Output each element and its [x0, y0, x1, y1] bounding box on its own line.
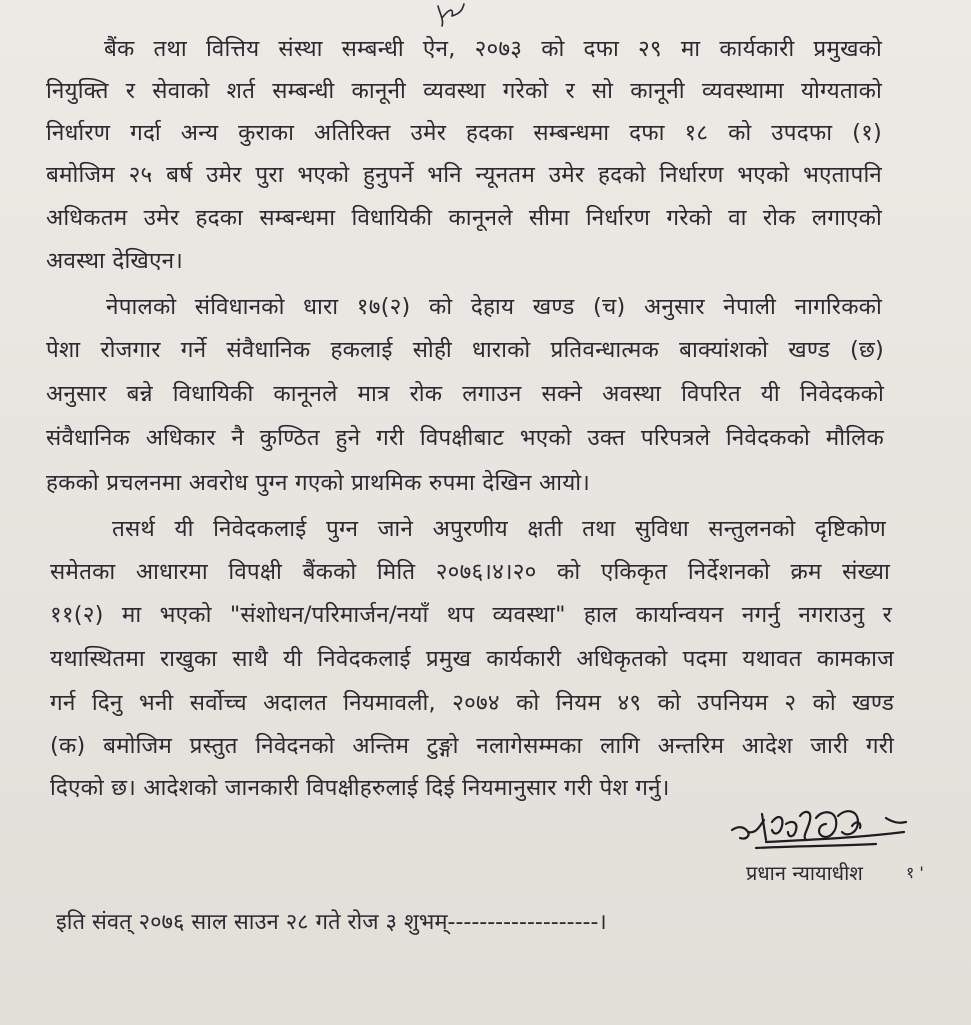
paragraph-2-line-1: नेपालको संविधानको धारा १७(२) को देहाय खण्ड (च) अनुसार नेपाली नागरिकको: [106, 294, 882, 320]
paragraph-3-line-4: यथास्थितमा राखुका साथै यी निवेदकलाई प्रमुख कार्यकारी अधिकृतको पदमा यथावत कामकाज: [50, 646, 894, 672]
paragraph-3-line-1: तसर्थ यी निवेदकलाई पुग्न जाने अपुरणीय क्षती तथा सुविधा सन्तुलनको दृष्टिकोण: [112, 516, 886, 542]
document-footer-date: इति संवत् २०७६ साल साउन २८ गते रोज ३ शुभम्-------------------।: [56, 910, 607, 935]
paragraph-1-line-1: बैंक तथा वित्तिय संस्था सम्बन्धी ऐन, २०७३ को दफा २९ मा कार्यकारी प्रमुखको: [104, 36, 882, 62]
paragraph-1-line-6: अवस्था देखिएन।: [46, 248, 183, 274]
paragraph-3-line-3: ११(२) मा भएको "संशोधन/परिमार्जन/नयाँ थप व्यवस्था" हाल कार्यान्वयन नगर्नु नगराउनु र: [50, 602, 892, 628]
pen-mark-icon: [418, 0, 488, 30]
paragraph-3-line-2: समेतका आधारमा विपक्षी बैंकको मिति २०७६।४।२० को एकिकृत निर्देशनको क्रम संख्या: [50, 559, 890, 585]
paragraph-2-line-5: हकको प्रचलनमा अवरोध पुग्न गएको प्राथमिक रुपमा देखिन आयो।: [46, 470, 590, 496]
paragraph-1-line-4: बमोजिम २५ बर्ष उमेर पुरा भएको हुनुपर्ने भनि न्यूनतम उमेर हदको निर्धारण भएको भएतापनि: [46, 162, 882, 188]
paragraph-3-line-7: दिएको छ। आदेशको जानकारी विपक्षीहरुलाई दिई नियमानुसार गरी पेश गर्नु।: [50, 775, 670, 801]
paragraph-1-line-2: नियुक्ति र सेवाको शर्त सम्बन्धी कानूनी व्यवस्था गरेको र सो कानूनी व्यवस्थामा योग्यताको: [46, 78, 882, 104]
signature-mark: १ ': [906, 863, 924, 882]
handwritten-signature: [726, 796, 916, 858]
paragraph-2-line-4: संवैधानिक अधिकार नै कुण्ठित हुने गरी विपक्षीबाट भएको उक्त परिपत्रले निवेदकको मौलिक: [46, 425, 884, 451]
paragraph-3-line-5: गर्न दिनु भनी सर्वोच्च अदालत नियमावली, २०७४ को नियम ४९ को उपनियम २ को खण्ड: [50, 690, 894, 716]
paragraph-1-line-3: निर्धारण गर्दा अन्य कुराका अतिरिक्त उमेर हदका सम्बन्धमा दफा १८ को उपदफा (१): [46, 120, 882, 146]
paragraph-2-line-2: पेशा रोजगार गर्ने संवैधानिक हकलाई सोही धाराको प्रतिवन्धात्मक बाक्यांशको खण्ड (छ): [46, 337, 884, 363]
signatory-title: प्रधान न्यायाधीश: [746, 861, 863, 885]
paragraph-3-line-6: (क) बमोजिम प्रस्तुत निवेदनको अन्तिम टुङ्गो नलागेसम्मका लागि अन्तरिम आदेश जारी गरी: [50, 733, 894, 759]
paragraph-2-line-3: अनुसार बन्ने विधायिकी कानूनले मात्र रोक लगाउन सक्ने अवस्था विपरित यी निवेदकको: [46, 381, 884, 407]
paragraph-1-line-5: अधिकतम उमेर हदका सम्बन्धमा विधायिकी कानूनले सीमा निर्धारण गरेको वा रोक लगाएको: [46, 205, 882, 231]
